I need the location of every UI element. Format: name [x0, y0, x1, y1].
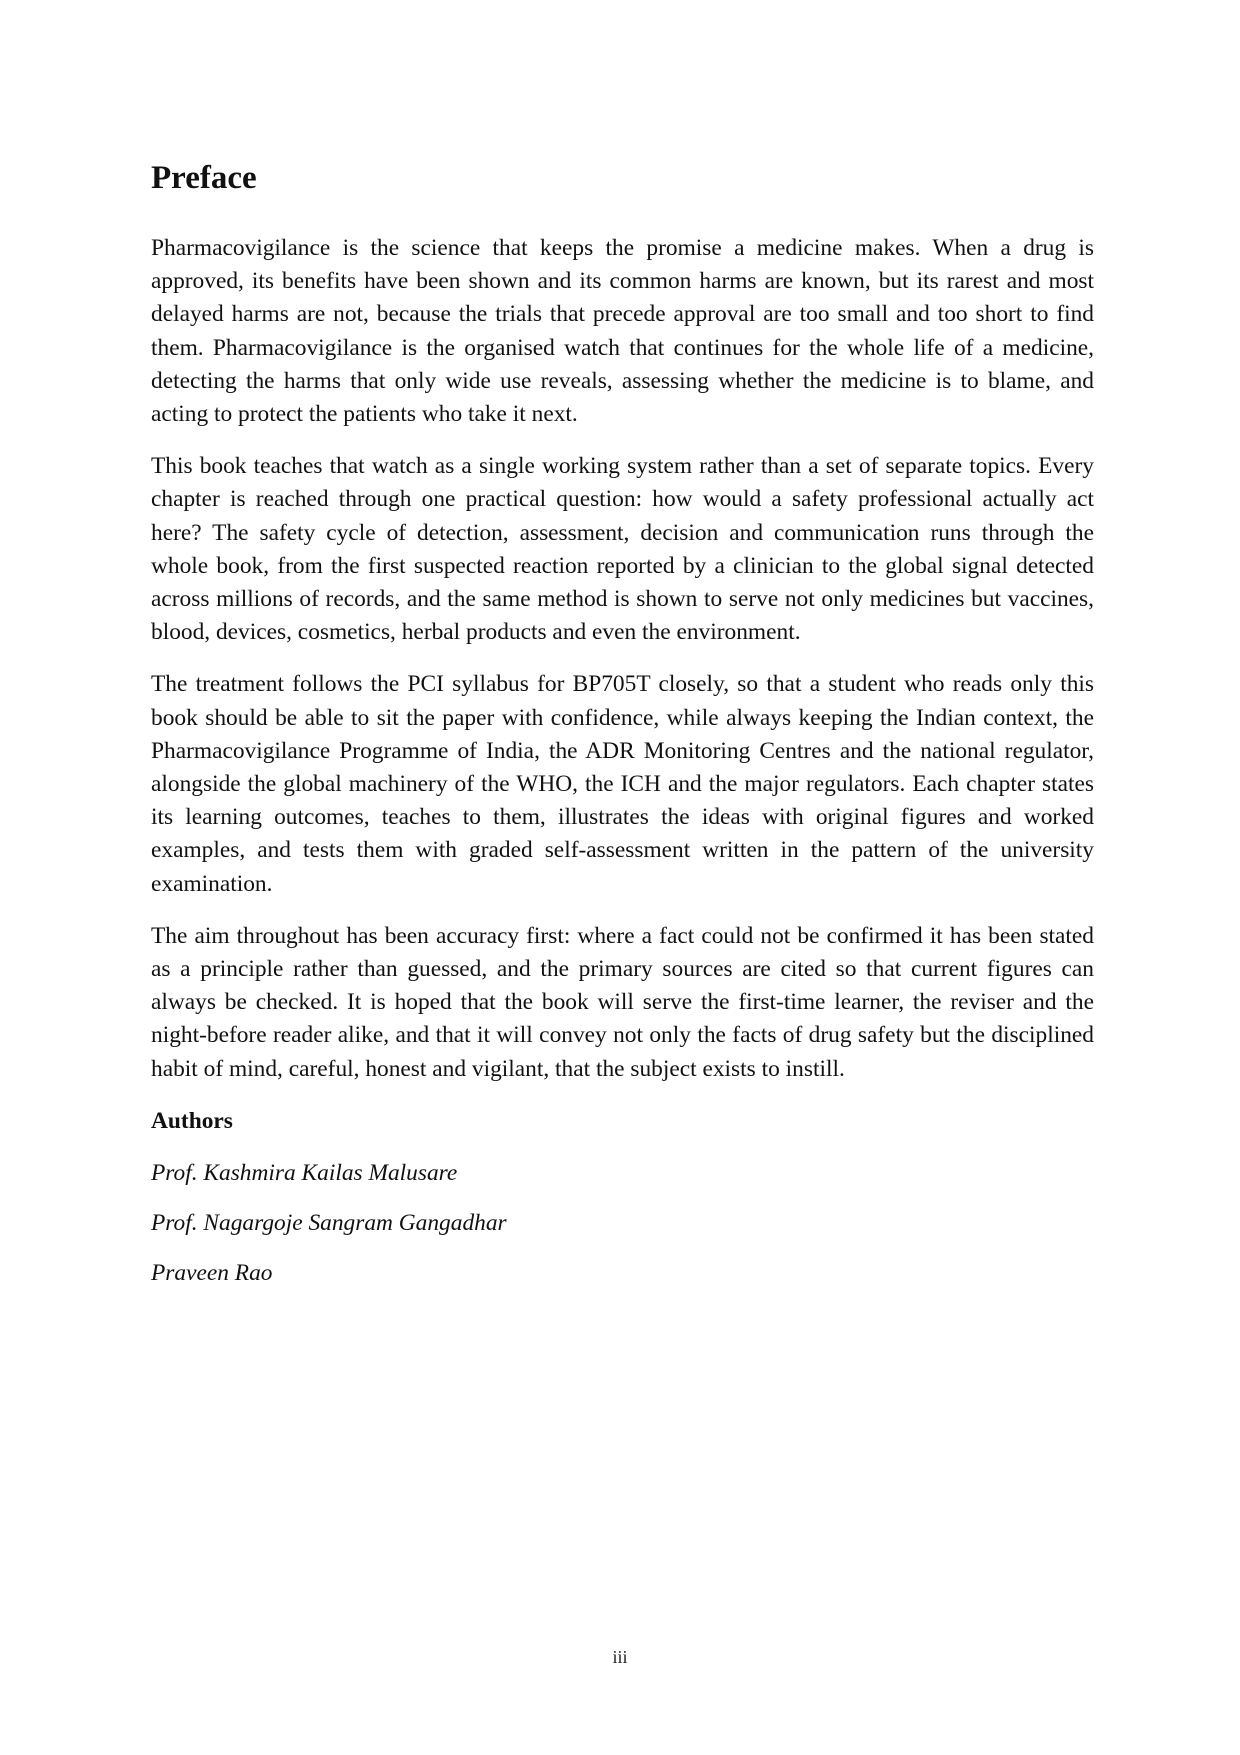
preface-paragraph-4: The aim throughout has been accuracy first: where a fact could not be confirmed it has been stated as a principle rather than guessed, and the primary sources are cited so that current figures can always be checked. It is hoped that the book will serve the first-time learner, the reviser and the night-before reader alike, and that it will convey not only the facts of drug safety but the disciplined habit of mind, careful, honest and vigilant, that the subject exists to instill. — [151, 922, 1094, 1082]
preface-paragraph-1: Pharmacovigilance is the science that keeps the promise a medicine makes. When a drug is approved, its benefits have been shown and its common harms are known, but its rarest and most delayed harms are not, because the trials that precede approval are too small and too short to find them. Pharmacovigilance is the organised watch that continues for the whole life of a medicine, detecting the harms that only wide use reveals, assessing whether the medicine is to blame, and acting to protect the patients who take it next. — [151, 235, 1094, 428]
preface-paragraph-2: This book teaches that watch as a single working system rather than a set of separate topics. Every chapter is reached through one practical question: how would a safety professional actually act here? The safety cycle of detection, assessment, decision and communication runs through the whole book, from the first suspected reaction reported by a clinician to the global signal detected across millions of records, and the same method is shown to serve not only medicines but vaccines, blood, devices, cosmetics, herbal products and even the environment. — [151, 453, 1094, 646]
preface-paragraph-3: The treatment follows the PCI syllabus for BP705T closely, so that a student who reads only this book should be able to sit the paper with confidence, while always keeping the Indian context, the Pharmacovigilance Programme of India, the ADR Monitoring Centres and the national regulator, alongside the global machinery of the WHO, the ICH and the major regulators. Each chapter states its learning outcomes, teaches to them, illustrates the ideas with original figures and worked examples, and tests them with graded self-assessment written in the pattern of the university examination. — [151, 671, 1094, 897]
page-number: iii — [612, 1647, 628, 1667]
author-name-2: Prof. Nagargoje Sangram Gangadhar — [151, 1209, 507, 1236]
page-title: Preface — [151, 160, 257, 196]
author-name-3: Praveen Rao — [151, 1259, 273, 1286]
authors-heading: Authors — [151, 1107, 233, 1134]
author-name-1: Prof. Kashmira Kailas Malusare — [151, 1159, 458, 1186]
preface-page — [151, 158, 1094, 1307]
